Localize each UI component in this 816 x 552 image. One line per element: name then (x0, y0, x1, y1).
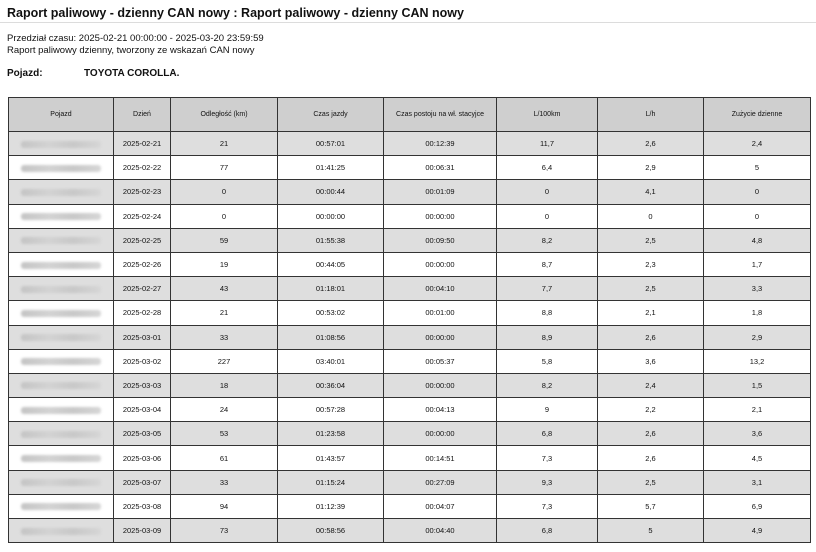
table-row (9, 277, 811, 301)
cell-day: 2025-03-04 (114, 398, 171, 422)
cell-daily-consumption: 4,5 (704, 446, 811, 470)
cell-l-per-h: 2,5 (598, 470, 704, 494)
cell-distance: 21 (171, 132, 278, 156)
cell-daily-consumption: 6,9 (704, 494, 811, 518)
cell-distance: 59 (171, 228, 278, 252)
cell-daily-consumption: 3,1 (704, 470, 811, 494)
cell-l-per-h: 2,6 (598, 325, 704, 349)
cell-idle-time: 00:00:00 (384, 373, 497, 397)
cell-l-per-h: 4,1 (598, 180, 704, 204)
cell-vehicle (9, 132, 114, 156)
cell-daily-consumption: 2,4 (704, 132, 811, 156)
cell-idle-time: 00:09:50 (384, 228, 497, 252)
cell-daily-consumption: 2,1 (704, 398, 811, 422)
redacted-vehicle-name (21, 382, 101, 389)
cell-drive-time: 00:53:02 (278, 301, 384, 325)
cell-idle-time: 00:06:31 (384, 156, 497, 180)
redacted-vehicle-name (21, 213, 101, 220)
cell-distance: 33 (171, 325, 278, 349)
cell-idle-time: 00:04:10 (384, 277, 497, 301)
table-row (9, 446, 811, 470)
cell-drive-time: 03:40:01 (278, 349, 384, 373)
cell-day: 2025-02-22 (114, 156, 171, 180)
cell-l-per-h: 2,3 (598, 252, 704, 276)
cell-drive-time: 01:18:01 (278, 277, 384, 301)
table-row (9, 373, 811, 397)
cell-l-per-h: 5,7 (598, 494, 704, 518)
cell-daily-consumption: 1,8 (704, 301, 811, 325)
cell-drive-time: 01:55:38 (278, 228, 384, 252)
cell-daily-consumption: 3,3 (704, 277, 811, 301)
table-row (9, 180, 811, 204)
cell-l-per-100km: 5,8 (497, 349, 598, 373)
table-row (9, 494, 811, 518)
cell-daily-consumption: 5 (704, 156, 811, 180)
redacted-vehicle-name (21, 141, 101, 148)
cell-vehicle (9, 156, 114, 180)
vehicle-value: TOYOTA COROLLA. (84, 68, 180, 79)
cell-day: 2025-02-23 (114, 180, 171, 204)
cell-distance: 43 (171, 277, 278, 301)
cell-vehicle (9, 470, 114, 494)
header-idle-time: Czas postoju na wł. stacyjce (384, 98, 497, 132)
cell-l-per-100km: 9 (497, 398, 598, 422)
cell-vehicle (9, 204, 114, 228)
cell-l-per-h: 2,1 (598, 301, 704, 325)
report-title: Raport paliwowy - dzienny CAN nowy : Raport paliwowy - dzienny CAN nowy (7, 6, 464, 20)
cell-idle-time: 00:04:40 (384, 519, 497, 543)
cell-day: 2025-03-09 (114, 519, 171, 543)
cell-drive-time: 00:00:44 (278, 180, 384, 204)
cell-drive-time: 00:00:00 (278, 204, 384, 228)
cell-day: 2025-02-21 (114, 132, 171, 156)
redacted-vehicle-name (21, 479, 101, 486)
redacted-vehicle-name (21, 165, 101, 172)
cell-drive-time: 01:08:56 (278, 325, 384, 349)
cell-idle-time: 00:00:00 (384, 252, 497, 276)
cell-l-per-100km: 7,3 (497, 494, 598, 518)
vehicle-label: Pojazd: (7, 68, 43, 79)
cell-l-per-100km: 0 (497, 180, 598, 204)
cell-drive-time: 00:58:56 (278, 519, 384, 543)
redacted-vehicle-name (21, 310, 101, 317)
cell-distance: 77 (171, 156, 278, 180)
cell-drive-time: 00:57:01 (278, 132, 384, 156)
redacted-vehicle-name (21, 528, 101, 535)
cell-daily-consumption: 0 (704, 204, 811, 228)
fuel-report-table (8, 97, 811, 543)
cell-distance: 61 (171, 446, 278, 470)
cell-distance: 21 (171, 301, 278, 325)
cell-l-per-100km: 7,7 (497, 277, 598, 301)
report-description: Raport paliwowy dzienny, tworzony ze wskazań CAN nowy (7, 45, 255, 56)
cell-distance: 18 (171, 373, 278, 397)
cell-l-per-100km: 0 (497, 204, 598, 228)
cell-daily-consumption: 13,2 (704, 349, 811, 373)
cell-l-per-100km: 8,2 (497, 373, 598, 397)
redacted-vehicle-name (21, 431, 101, 438)
cell-l-per-h: 2,6 (598, 132, 704, 156)
cell-vehicle (9, 325, 114, 349)
cell-l-per-h: 2,5 (598, 277, 704, 301)
cell-drive-time: 00:36:04 (278, 373, 384, 397)
cell-daily-consumption: 2,9 (704, 325, 811, 349)
cell-drive-time: 01:41:25 (278, 156, 384, 180)
cell-idle-time: 00:27:09 (384, 470, 497, 494)
cell-idle-time: 00:04:13 (384, 398, 497, 422)
cell-distance: 73 (171, 519, 278, 543)
cell-vehicle (9, 301, 114, 325)
header-day: Dzień (114, 98, 171, 132)
redacted-vehicle-name (21, 503, 101, 510)
table-row (9, 325, 811, 349)
header-drive-time: Czas jazdy (278, 98, 384, 132)
cell-day: 2025-03-08 (114, 494, 171, 518)
cell-daily-consumption: 4,8 (704, 228, 811, 252)
cell-day: 2025-03-07 (114, 470, 171, 494)
cell-vehicle (9, 180, 114, 204)
table-row (9, 301, 811, 325)
header-distance: Odległość (km) (171, 98, 278, 132)
cell-l-per-h: 2,6 (598, 422, 704, 446)
cell-l-per-h: 2,2 (598, 398, 704, 422)
redacted-vehicle-name (21, 262, 101, 269)
cell-distance: 227 (171, 349, 278, 373)
redacted-vehicle-name (21, 286, 101, 293)
cell-day: 2025-02-26 (114, 252, 171, 276)
header-vehicle: Pojazd (9, 98, 114, 132)
cell-distance: 0 (171, 204, 278, 228)
cell-vehicle (9, 277, 114, 301)
cell-l-per-100km: 7,3 (497, 446, 598, 470)
cell-vehicle (9, 252, 114, 276)
table-body (9, 132, 811, 543)
cell-distance: 0 (171, 180, 278, 204)
cell-distance: 19 (171, 252, 278, 276)
cell-l-per-h: 5 (598, 519, 704, 543)
table-row (9, 470, 811, 494)
table-row (9, 204, 811, 228)
cell-drive-time: 01:23:58 (278, 422, 384, 446)
cell-day: 2025-02-27 (114, 277, 171, 301)
cell-idle-time: 00:12:39 (384, 132, 497, 156)
cell-l-per-100km: 6,4 (497, 156, 598, 180)
redacted-vehicle-name (21, 407, 101, 414)
table-row (9, 422, 811, 446)
cell-drive-time: 01:43:57 (278, 446, 384, 470)
cell-drive-time: 00:57:28 (278, 398, 384, 422)
cell-drive-time: 01:12:39 (278, 494, 384, 518)
title-divider (0, 22, 816, 23)
cell-idle-time: 00:00:00 (384, 204, 497, 228)
table-row (9, 132, 811, 156)
table-row (9, 398, 811, 422)
cell-idle-time: 00:04:07 (384, 494, 497, 518)
cell-daily-consumption: 1,5 (704, 373, 811, 397)
cell-idle-time: 00:05:37 (384, 349, 497, 373)
redacted-vehicle-name (21, 189, 101, 196)
cell-daily-consumption: 3,6 (704, 422, 811, 446)
cell-distance: 94 (171, 494, 278, 518)
cell-vehicle (9, 519, 114, 543)
cell-vehicle (9, 422, 114, 446)
cell-vehicle (9, 398, 114, 422)
cell-day: 2025-03-06 (114, 446, 171, 470)
cell-l-per-h: 0 (598, 204, 704, 228)
time-range: Przedział czasu: 2025-02-21 00:00:00 - 2025-03-20 23:59:59 (7, 33, 264, 44)
cell-l-per-100km: 8,9 (497, 325, 598, 349)
cell-l-per-100km: 6,8 (497, 422, 598, 446)
table-header-row (9, 98, 811, 132)
cell-l-per-100km: 8,2 (497, 228, 598, 252)
cell-l-per-h: 2,4 (598, 373, 704, 397)
cell-day: 2025-03-02 (114, 349, 171, 373)
table-row (9, 156, 811, 180)
cell-day: 2025-02-25 (114, 228, 171, 252)
cell-l-per-h: 3,6 (598, 349, 704, 373)
cell-vehicle (9, 373, 114, 397)
header-l-per-100km: L/100km (497, 98, 598, 132)
cell-distance: 53 (171, 422, 278, 446)
cell-l-per-100km: 8,8 (497, 301, 598, 325)
cell-vehicle (9, 446, 114, 470)
redacted-vehicle-name (21, 455, 101, 462)
cell-idle-time: 00:00:00 (384, 325, 497, 349)
cell-drive-time: 01:15:24 (278, 470, 384, 494)
header-l-per-h: L/h (598, 98, 704, 132)
cell-daily-consumption: 1,7 (704, 252, 811, 276)
redacted-vehicle-name (21, 334, 101, 341)
table-row (9, 349, 811, 373)
cell-distance: 24 (171, 398, 278, 422)
cell-vehicle (9, 349, 114, 373)
table-row (9, 228, 811, 252)
redacted-vehicle-name (21, 358, 101, 365)
cell-day: 2025-03-01 (114, 325, 171, 349)
cell-distance: 33 (171, 470, 278, 494)
cell-l-per-100km: 11,7 (497, 132, 598, 156)
cell-day: 2025-02-28 (114, 301, 171, 325)
cell-idle-time: 00:00:00 (384, 422, 497, 446)
table-row (9, 519, 811, 543)
table-row (9, 252, 811, 276)
cell-vehicle (9, 494, 114, 518)
cell-drive-time: 00:44:05 (278, 252, 384, 276)
header-daily-consumption: Zużycie dzienne (704, 98, 811, 132)
cell-l-per-h: 2,5 (598, 228, 704, 252)
cell-l-per-h: 2,9 (598, 156, 704, 180)
cell-daily-consumption: 0 (704, 180, 811, 204)
cell-daily-consumption: 4,9 (704, 519, 811, 543)
cell-idle-time: 00:01:09 (384, 180, 497, 204)
cell-idle-time: 00:14:51 (384, 446, 497, 470)
cell-day: 2025-03-03 (114, 373, 171, 397)
cell-idle-time: 00:01:00 (384, 301, 497, 325)
cell-l-per-100km: 8,7 (497, 252, 598, 276)
cell-vehicle (9, 228, 114, 252)
cell-day: 2025-03-05 (114, 422, 171, 446)
cell-l-per-h: 2,6 (598, 446, 704, 470)
cell-l-per-100km: 6,8 (497, 519, 598, 543)
cell-l-per-100km: 9,3 (497, 470, 598, 494)
redacted-vehicle-name (21, 237, 101, 244)
cell-day: 2025-02-24 (114, 204, 171, 228)
